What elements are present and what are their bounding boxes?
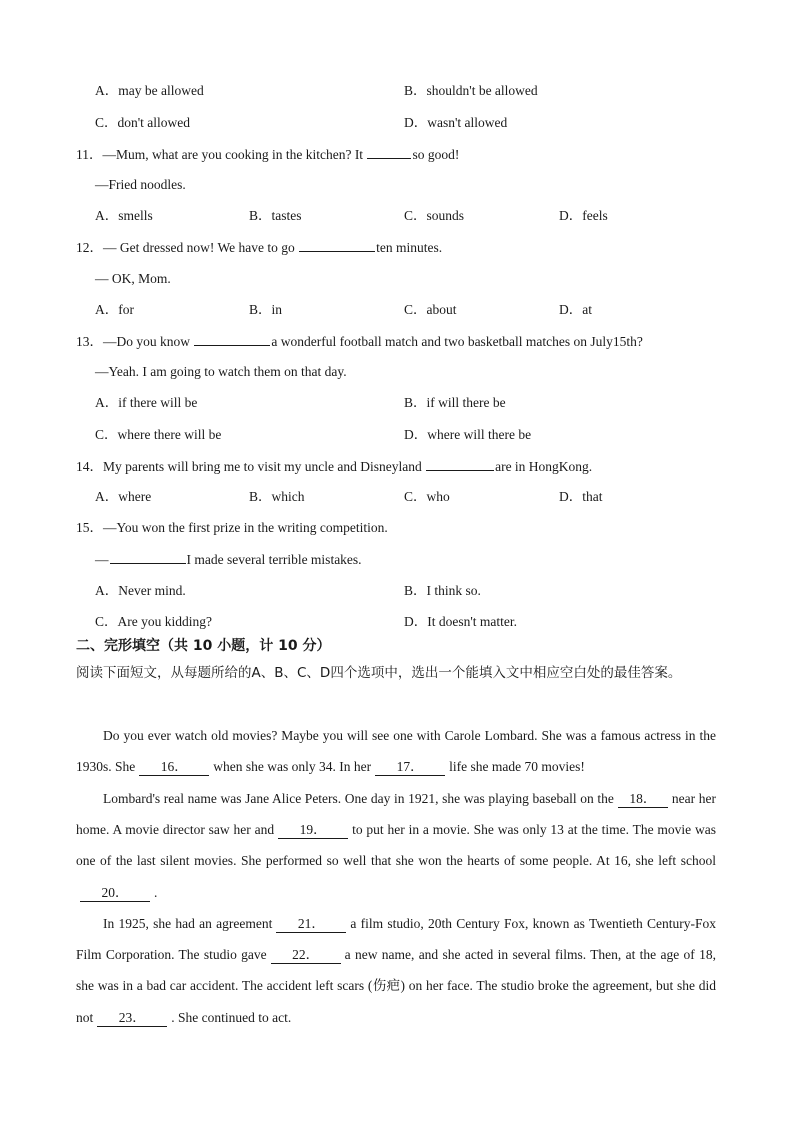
q15-stem: 15．—You won the first prize in the writing competition. — [76, 520, 388, 535]
q12-blank — [299, 238, 375, 252]
q15-reply-pre: — — [95, 552, 109, 567]
passage-text: Do you ever watch old movies? Maybe you will see one with Carole Lombard. She was a famous actress in the 1930s. She — [76, 728, 716, 775]
q11-blank — [367, 145, 411, 159]
q13-blank — [194, 332, 270, 346]
q12-option-b: B．in — [249, 302, 283, 317]
blank-21: 21． — [276, 916, 346, 933]
passage-text: Lombard's real name was Jane Alice Peters. One day in 1921, she was playing baseball on the — [103, 791, 614, 806]
q11-stem — [76, 145, 459, 164]
q11-option-d: D．feels — [559, 208, 608, 223]
blank-16: 16． — [139, 759, 209, 776]
q14-option-b: B．which — [249, 489, 305, 504]
q14-option-a: A．where — [95, 489, 152, 504]
q12-stem-pre: 12．— Get dressed now! We have to go — [76, 240, 299, 255]
q11-stem-post: so good! — [412, 147, 460, 162]
q11-option-a: A．smells — [95, 208, 153, 223]
q12-option-a: A．for — [95, 302, 134, 317]
q15-option-b: B．I think so. — [404, 583, 481, 598]
passage-text: . She continued to act. — [171, 1009, 292, 1025]
passage-text: a new name, and she acted in several films. Then, at the age of 18, she was in a bad car accident. The accident left scars (伤疤) on her face. The studio broke the agreement, but she did not — [76, 947, 716, 1025]
q14-stem — [76, 457, 592, 476]
q14-stem-pre: 14．My parents will bring me to visit my uncle and Disneyland — [76, 459, 426, 474]
passage-paragraph-3 — [76, 908, 716, 1033]
blank-23: 23． — [97, 1010, 167, 1027]
section-instruction: 阅读下面短文，从每题所给的A、B、C、D四个选项中，选出一个能填入文中相应空白处的最佳答案。 — [76, 665, 682, 681]
q12-reply: — OK, Mom. — [95, 271, 171, 286]
q14-option-d: D．that — [559, 489, 603, 504]
q15-option-a: A．Never mind. — [95, 583, 186, 598]
q14-blank — [426, 457, 494, 471]
q15-reply — [95, 550, 362, 569]
passage-text: a film studio, 20th Century Fox, known as Twentieth Century-Fox Film Corporation. The studio gave — [76, 916, 716, 963]
blank-22: 22． — [271, 947, 341, 964]
blank-18: 18． — [618, 791, 668, 808]
passage-text: In 1925, she had an agreement — [103, 916, 273, 931]
q15-option-d: D．It doesn't matter. — [404, 614, 518, 629]
q12-option-c: C．about — [404, 302, 457, 317]
q10-option-c: C．don't allowed — [95, 115, 191, 130]
q13-option-a: A．if there will be — [95, 395, 198, 410]
q12-stem-post: ten minutes. — [376, 240, 443, 255]
q14-option-c: C．who — [404, 489, 450, 504]
q13-option-c: C．where there will be — [95, 427, 222, 442]
q10-option-b: B．shouldn't be allowed — [404, 83, 538, 98]
passage-text: to put her in a movie. She was only 13 at the time. The movie was one of the last silent movies. She performed so well that she won the hearts of some people. At 16, she left school — [76, 822, 716, 869]
q12-option-d: D．at — [559, 302, 592, 317]
q13-stem-pre: 13．—Do you know — [76, 334, 194, 349]
q11-stem-pre: 11．—Mum, what are you cooking in the kitchen? It — [76, 147, 367, 162]
q13-option-d: D．where will there be — [404, 427, 532, 442]
passage-text: near her home. A movie director saw her and — [76, 791, 717, 838]
q10-option-d: D．wasn't allowed — [404, 115, 508, 130]
passage-paragraph-1 — [76, 720, 716, 782]
passage-text: life she made 70 movies! — [449, 759, 585, 775]
q15-reply-post: I made several terrible mistakes. — [186, 552, 362, 567]
q13-reply: —Yeah. I am going to watch them on that day. — [95, 364, 347, 379]
q11-option-b: B．tastes — [249, 208, 302, 223]
blank-19: 19． — [278, 822, 348, 839]
blank-20: 20． — [80, 885, 150, 902]
passage-paragraph-2 — [76, 783, 716, 908]
q11-option-c: C．sounds — [404, 208, 465, 223]
passage-text: when she was only 34. In her — [213, 759, 372, 775]
blank-17: 17． — [375, 759, 445, 776]
q13-stem — [76, 332, 643, 351]
section-heading: 二、完形填空（共 10 小题，计 10 分） — [76, 638, 331, 654]
q12-stem — [76, 238, 442, 257]
q13-option-b: B．if will there be — [404, 395, 506, 410]
q10-option-a: A．may be allowed — [95, 83, 204, 98]
q13-stem-post: a wonderful football match and two basketball matches on July15th? — [271, 334, 643, 349]
q14-stem-post: are in HongKong. — [495, 459, 593, 474]
passage-text: . — [154, 884, 158, 900]
q15-blank — [110, 550, 186, 564]
q11-reply: —Fried noodles. — [95, 177, 186, 192]
q15-option-c: C．Are you kidding? — [95, 614, 212, 629]
